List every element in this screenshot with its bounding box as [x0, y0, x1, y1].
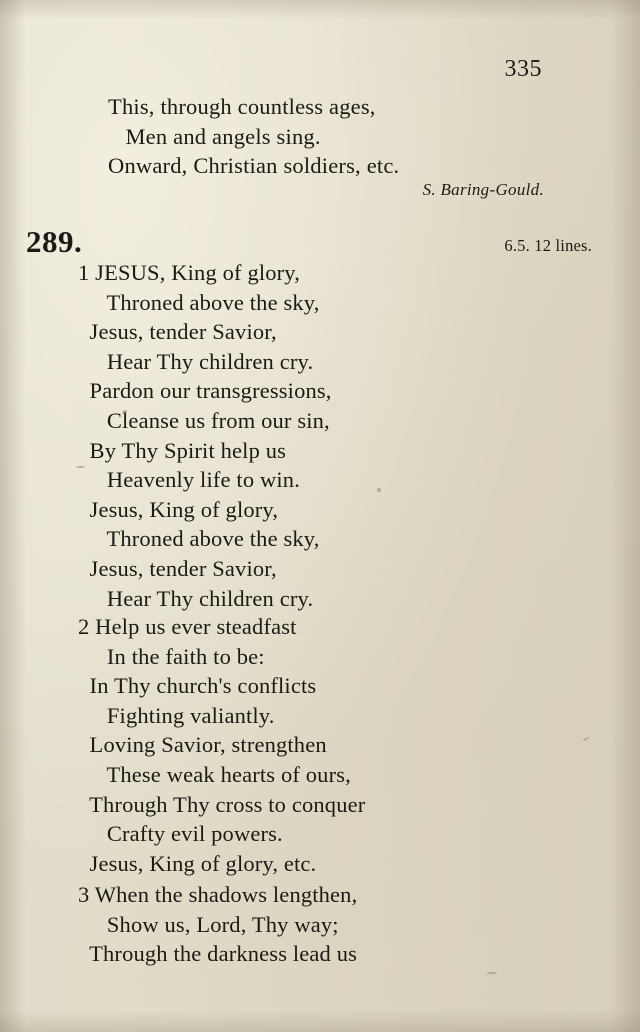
- stanza-1-line-6: Cleanse us from our sin,: [78, 407, 330, 433]
- stanza-1-line-9: Jesus, King of glory,: [78, 496, 279, 522]
- stanza-1-line-11: Jesus, tender Savior,: [78, 555, 277, 581]
- previous-hymn-line-3: Onward, Christian soldiers, etc.: [108, 153, 400, 179]
- stanza-1-line-12: Hear Thy children cry.: [78, 585, 314, 611]
- stanza-2-line-1: 2 Help us ever steadfast: [78, 614, 297, 639]
- stanza-2: [78, 612, 365, 878]
- stanza-2-line-8: Crafty evil powers.: [78, 821, 283, 847]
- hymn-meter: 6.5. 12 lines.: [504, 236, 592, 255]
- stanza-3-line-1: 3 When the shadows lengthen,: [78, 882, 358, 907]
- stanza-2-line-9: Jesus, King of glory, etc.: [78, 850, 317, 876]
- stanza-1-line-10: Throned above the sky,: [78, 526, 320, 552]
- stanza-1: [78, 258, 332, 613]
- stanza-3-line-3: Through the darkness lead us: [78, 941, 358, 967]
- stanza-1-line-7: By Thy Spirit help us: [78, 437, 287, 463]
- stanza-2-line-5: Loving Savior, strengthen: [78, 732, 327, 758]
- stanza-3-line-2: Show us, Lord, Thy way;: [78, 911, 339, 937]
- stanza-1-line-5: Pardon our transgressions,: [78, 378, 332, 404]
- stanza-2-line-7: Through Thy cross to conquer: [78, 791, 366, 817]
- stanza-2-line-6: These weak hearts of ours,: [78, 761, 351, 787]
- previous-hymn-line-1: This, through countless ages,: [108, 94, 376, 119]
- hymn-author-attribution: S. Baring-Gould.: [422, 180, 544, 199]
- stanza-2-line-3: In Thy church's conflicts: [78, 673, 317, 699]
- stanza-1-line-1: 1 JESUS, King of glory,: [78, 260, 301, 285]
- hymn-number: 289.: [26, 224, 83, 259]
- stanza-1-line-8: Heavenly life to win.: [78, 467, 300, 493]
- stanza-2-line-2: In the faith to be:: [78, 643, 265, 669]
- previous-hymn-final-stanza: [108, 92, 399, 181]
- previous-hymn-line-2: Men and angels sing.: [108, 123, 321, 149]
- page-number: 335: [504, 56, 542, 82]
- stanza-1-line-3: Jesus, tender Savior,: [78, 319, 277, 345]
- stanza-1-line-2: Throned above the sky,: [78, 289, 320, 315]
- stanza-1-line-4: Hear Thy children cry.: [78, 348, 314, 374]
- hymn-header: [26, 224, 616, 258]
- stanza-3: [78, 880, 357, 969]
- stanza-2-line-4: Fighting valiantly.: [78, 702, 275, 728]
